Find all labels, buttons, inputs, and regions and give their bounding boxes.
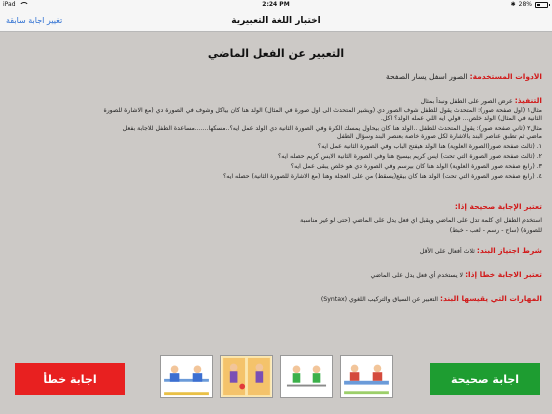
instructions-panel	[0, 33, 552, 353]
wrong-row	[8, 271, 542, 280]
device-label: iPad	[3, 1, 16, 8]
instruction-line: ١. (ثالث صفحة صور(الصورة العلوية) هنا الولد هيفتح الباب وفي الصورة الثانية عمل ايه؟	[317, 143, 542, 150]
skills-value: التعبير عن السياق والتركيب اللغوي (Syntax)	[320, 296, 439, 303]
skills-label: المهارات التي يقيسها البند:	[440, 295, 542, 303]
navigation-bar	[0, 10, 552, 32]
instruction-line: مثال١ (أول صفحة صور): المتحدث يقول للطفل شوف الصور دي (ويشير المتحدث الى أول صورة في المثال) الولد هنا كان بياكل وشوف في الصورة دي (مع الاشارة للصورة	[103, 107, 542, 114]
door-icecream-icon	[281, 356, 332, 397]
nav-title: اختبار اللغة التعبيرية	[231, 16, 321, 26]
tools-row	[8, 73, 542, 82]
correct-answer-button[interactable]: اجابة صحيحة	[430, 363, 540, 395]
bluetooth-icon: ✱	[510, 1, 516, 8]
children-ball-icon	[221, 356, 272, 397]
instruction-line: ٣. (رابع صفحة صور الصورة العلوية) الولد هنا كان بيرسم وفي الصورة دي هو خلص يبقى عمل ايه؟	[290, 163, 542, 170]
correct-line: للصورة) (ساح - رسم - لعب - خبط)	[449, 227, 542, 234]
exec-row	[8, 97, 542, 106]
exec-label: التنفيذ:	[514, 97, 542, 105]
battery-percent: 28%	[518, 1, 532, 8]
pass-value: ثلاث أفعال على الأقل	[419, 248, 475, 255]
status-bar	[0, 0, 552, 10]
drawing-bike-icon	[341, 356, 392, 397]
change-previous-answer-button[interactable]: تغيير اجابة سابقة	[6, 16, 63, 25]
tools-label: الأدوات المستخدمة:	[469, 73, 542, 81]
children-ball-thumbnail[interactable]	[220, 355, 273, 398]
children-eating-thumbnail[interactable]	[160, 355, 213, 398]
correct-label: تعتبر الإجابة صحيحة إذا:	[454, 203, 542, 211]
correct-line: استخدم الطفل اي كلمة تدل على الماضي ويقبل اي فعل يدل على الماضي (حتى لو غير مناسبة	[300, 217, 542, 224]
clock: 2:24 PM	[262, 1, 290, 8]
pass-row	[8, 247, 542, 256]
instruction-line: ٤. (رابع صفحة صور الصورة التي تحت) الولد هنا كان بيقع(يسقط) من على العجلة وهنا (مع الاشارة للصورة الثانية) حصله ايه؟	[223, 173, 542, 180]
pass-label: شرط اجتياز البند:	[476, 247, 542, 255]
instruction-line: ٢. (ثالث صفحة صور الصورة التي تحت) ايس كريم بيسيح هنا وفي الصورة الثانية الايس كريم حصله ايه؟	[277, 153, 542, 160]
page-title: التعبير عن الفعل الماضي	[207, 47, 345, 60]
answer-bar	[0, 353, 552, 414]
instruction-line: مثال٢ (ثاني صفحة صور): يقول المتحدث للطفل ..الولد هنا كان بيحاول يمسك الكرة وفي الصورة الثانية دي الولد عمل ايه؟..مسكها.......مساعدة الطفل للاجابة بفعل	[122, 125, 542, 132]
wrong-label: تعتبر الاجابة خطأ إذا:	[465, 271, 542, 279]
wrong-answer-button[interactable]: اجابة خطأ	[15, 363, 125, 395]
wrong-value: لا يستخدم أي فعل يدل على الماضي	[370, 272, 464, 279]
instruction-line: ماضي ثم تطبق عناصر البند بالاشارة لكل صورة خاصة بعنصر البند وسؤال الطفل	[337, 133, 542, 140]
status-right	[511, 0, 548, 10]
correct-row	[8, 203, 542, 212]
children-eating-icon	[161, 356, 212, 397]
tools-value: الصور أسفل يسار الصفحة	[386, 73, 468, 81]
battery-icon	[535, 2, 548, 8]
instruction-line: الثانية في المثال) الولد خلص... قولي ايه اللي عمله الولد؟ اكل.	[380, 115, 542, 122]
door-icecream-thumbnail[interactable]	[280, 355, 333, 398]
skills-row	[8, 295, 542, 304]
exec-value: عرض الصور على الطفل ونبدأ بمثال	[420, 98, 513, 105]
drawing-bike-thumbnail[interactable]	[340, 355, 393, 398]
